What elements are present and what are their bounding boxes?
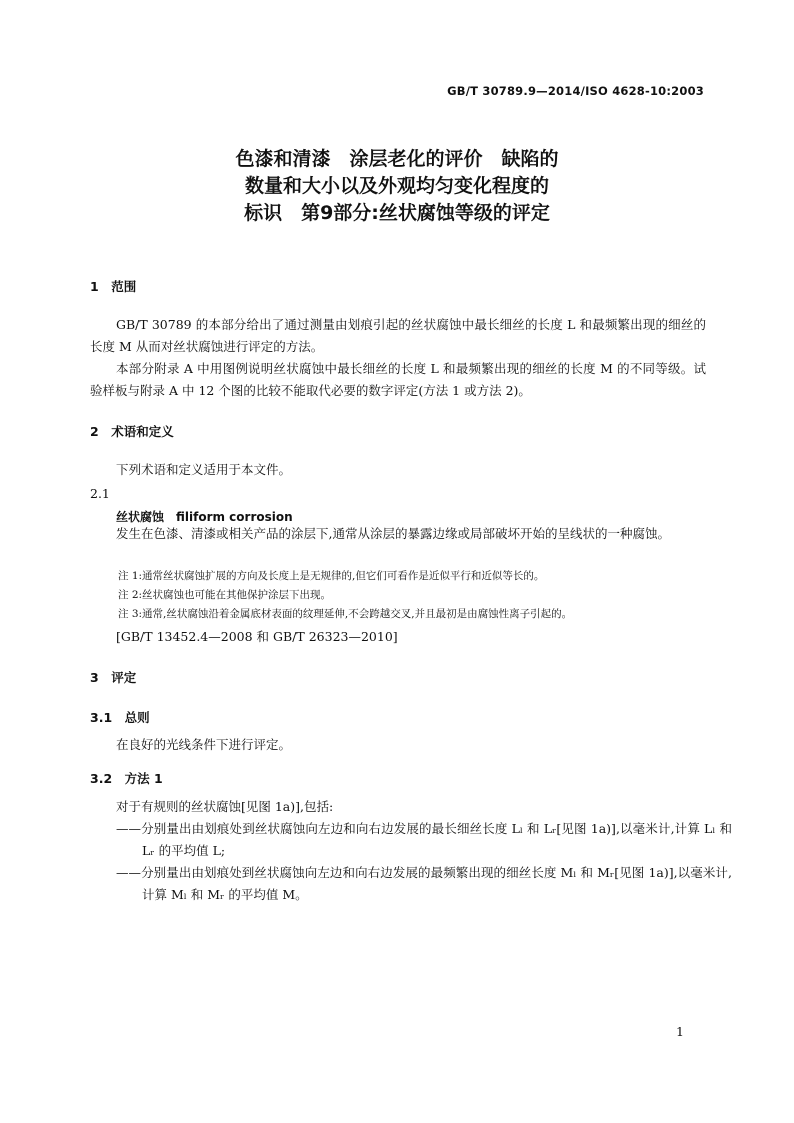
note-3: 注 3:通常,丝状腐蚀沿着金属底材表面的纹理延伸,不会跨越交叉,并且最初是由腐蚀性离子引起的。: [118, 608, 573, 620]
section-3-1-text: 在良好的光线条件下进行评定。: [116, 737, 292, 752]
title-line-3: 标识 第9部分:丝状腐蚀等级的评定: [244, 202, 550, 224]
section-3-1-heading: 3.1 总则: [90, 710, 150, 725]
note-2: 注 2:丝状腐蚀也可能在其他保护涂层下出现。: [118, 589, 332, 601]
section-1-paragraph-2: 本部分附录 A 中用图例说明丝状腐蚀中最长细丝的长度 L 和最频繁出现的细丝的长度 M 的不同等级。试验样板与附录 A 中 12 个图的比较不能取代必要的数字评定(方法 1 或方法 2)。: [90, 361, 706, 398]
note-1: 注 1:通常丝状腐蚀扩展的方向及长度上是无规律的,但它们可看作是近似平行和近似等长的。: [118, 570, 545, 582]
section-2-heading: 2 术语和定义: [90, 424, 174, 439]
document-title: [0, 146, 794, 227]
page-number: 1: [676, 1024, 684, 1039]
section-1-paragraph-1: GB/T 30789 的本部分给出了通过测量由划痕引起的丝状腐蚀中最长细丝的长度 L 和最频繁出现的细丝的长度 M 从而对丝状腐蚀进行评定的方法。: [90, 317, 706, 354]
term-definition: 发生在色漆、清漆或相关产品的涂层下,通常从涂层的暴露边缘或局部破坏开始的呈线状的一种腐蚀。: [116, 526, 670, 541]
section-3-2-heading: 3.2 方法 1: [90, 771, 163, 786]
source-reference: [GB/T 13452.4—2008 和 GB/T 26323—2010]: [116, 629, 398, 644]
title-line-1: 色漆和清漆 涂层老化的评价 缺陷的: [235, 148, 559, 170]
section-3-heading: 3 评定: [90, 670, 137, 685]
section-3-2-intro: 对于有规则的丝状腐蚀[见图 1a)],包括:: [116, 799, 334, 814]
standard-code: GB/T 30789.9—2014/ISO 4628-10:2003: [447, 84, 704, 98]
list-item-2: ——分别量出由划痕处到丝状腐蚀向左边和向右边发展的最频繁出现的细丝长度 Mₗ 和 Mᵣ[见图 1a)],以毫米计,计算 Mₗ 和 Mᵣ 的平均值 M。: [116, 865, 732, 902]
clause-2-1-number: 2.1: [90, 486, 110, 501]
title-line-2: 数量和大小以及外观均匀变化程度的: [244, 175, 549, 197]
section-2-intro: 下列术语和定义适用于本文件。: [116, 462, 292, 477]
list-item-1: ——分别量出由划痕处到丝状腐蚀向左边和向右边发展的最长细丝长度 Lₗ 和 Lᵣ[见图 1a)],以毫米计,计算 Lₗ 和 Lᵣ 的平均值 L;: [116, 821, 732, 858]
term-filiform-corrosion: 丝状腐蚀 filiform corrosion: [116, 510, 293, 524]
section-1-heading: 1 范围: [90, 279, 137, 294]
